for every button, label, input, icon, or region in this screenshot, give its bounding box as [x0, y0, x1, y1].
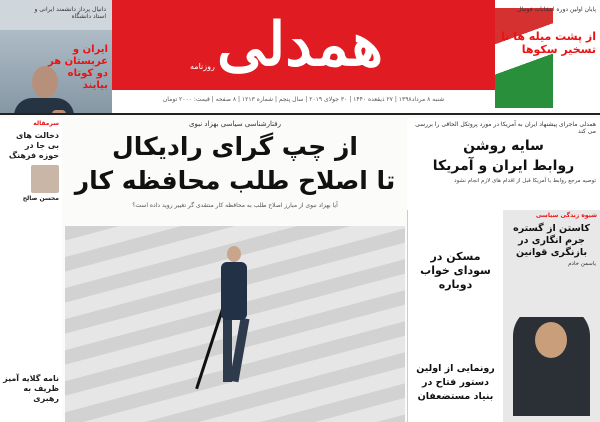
- author-name: محسن صالح: [22, 195, 59, 202]
- right-promo-sub: پایان اولین دوره انتخابات فوتبال: [516, 6, 596, 13]
- middle-right-column: [407, 210, 503, 422]
- housing-headline[interactable]: مسکن در سودای خواب دوباره: [420, 250, 491, 291]
- editorial-title[interactable]: دخالت های بی جا در حوزه فرهنگ: [8, 131, 59, 160]
- left-column: [0, 118, 62, 422]
- main-headline-line2[interactable]: تا اصلاح طلب محافظه کار: [74, 166, 396, 195]
- side-story-title: کاستن از گستره جرم انگاری در بازنگری قوانین: [513, 223, 590, 258]
- us-iran-headline-2: روابط ایران و آمریکا: [432, 158, 575, 174]
- letter-headline[interactable]: نامه گلایه آمیز ظریف به رهبری: [3, 374, 59, 403]
- main-kicker: رفتارشناسی سیاسی بهزاد نبوی: [189, 120, 281, 128]
- us-iran-body: توصیه مرجع روابط با آمریکا قبل از اقدام های لازم انجام نشود: [454, 178, 596, 184]
- header-divider: [0, 113, 600, 115]
- leg-shape: [230, 318, 250, 383]
- right-promo-title: از پشت میله ها تا تسخیر سکوها: [501, 30, 596, 56]
- us-iran-kicker: همدلی ماجرای پیشنهاد ایران به آمریکا در مورد پروتکل الحاقی را بررسی می کند: [415, 121, 596, 135]
- editorial-body: [0, 202, 62, 372]
- masthead: [0, 0, 600, 113]
- body-shape: [221, 262, 247, 320]
- main-lead: آیا بهزاد نبوی از مبارز اصلاح طلب به محافظه کار منتقدی گر تغییر روید داده است؟: [132, 202, 338, 209]
- face-shape: [535, 322, 567, 358]
- left-promo[interactable]: [0, 0, 112, 113]
- author-avatar: [31, 165, 59, 193]
- left-promo-title: ایران و عربستان هر دو کوتاه بیایند: [48, 44, 108, 91]
- side-story-author: یاسمن خادم: [568, 261, 596, 267]
- us-iran-story[interactable]: [407, 118, 600, 210]
- right-promo[interactable]: [495, 0, 600, 113]
- head-shape: [227, 246, 241, 262]
- editorial-tag: سرمقاله: [33, 120, 59, 127]
- walking-man: [215, 246, 255, 396]
- logo-subtitle: روزنامه: [190, 62, 215, 71]
- right-row: [407, 210, 600, 422]
- fans-photo: [495, 8, 553, 108]
- us-iran-headline-1: سایه روشن: [463, 138, 544, 154]
- right-column: [407, 118, 600, 422]
- foundation-headline[interactable]: رونمایی از اولین دستور فتاح در بنیاد مستضعفان: [416, 363, 495, 402]
- left-promo-sub: دانیال پرداز دانشمند ایرانی و استاد دانشگاه: [34, 6, 106, 20]
- date-line: شنبه ۸ مرداد۱۳۹۸ | ۲۷ ذیقعده ۱۴۴۰ | ۳۰ جولای ۲۰۱۹ | سال پنجم | شماره ۱۲۱۳ | ۸ صفحه | قیمت: ۲۰۰۰ تومان: [162, 96, 445, 103]
- portrait-photo: [513, 306, 590, 416]
- main-photo: [65, 226, 405, 422]
- newspaper-logo: همدلی: [216, 10, 384, 80]
- side-story[interactable]: [503, 210, 600, 422]
- main-headline-line1[interactable]: از چپ گرای رادیکال: [112, 132, 358, 161]
- main-story: [65, 118, 405, 422]
- side-story-tag: شیوه زندگی سیاسی: [535, 212, 597, 219]
